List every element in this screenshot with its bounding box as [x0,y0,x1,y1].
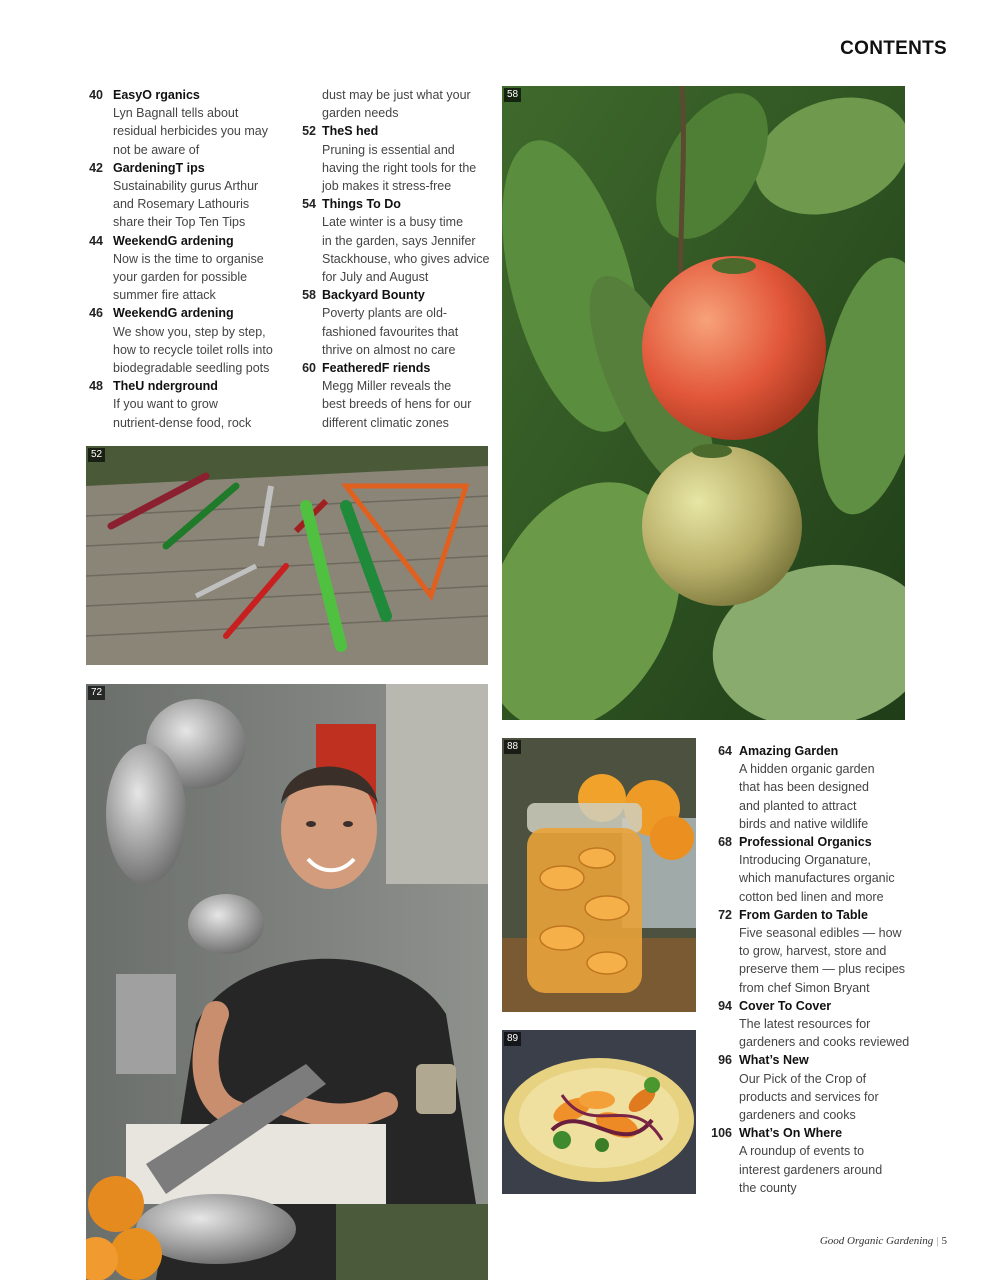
entry-description: different climatic zones [322,415,449,430]
entry-page-number: 64 [718,744,732,758]
photo-persimmons [502,86,905,720]
entry-description: and planted to attract [739,798,857,813]
entry-page-number: 40 [89,88,103,102]
toc-entry[interactable] [706,742,916,833]
toc-entry[interactable] [706,997,916,1052]
entry-title: Backyard Bounty [322,288,425,303]
page-heading: CONTENTS [840,38,947,59]
entry-description: share their Top Ten Tips [113,215,246,230]
entry-title: WeekendG ardening [113,233,234,248]
toc-entry[interactable] [706,1124,916,1197]
entry-description: to grow, harvest, store and [739,944,887,959]
entry-page-number: 68 [718,835,732,850]
entry-page-number: 72 [718,907,732,922]
page-footer [820,1235,947,1247]
preserved-oranges-illustration [502,738,696,1012]
photo-page-tag: 88 [504,740,521,754]
entry-description: Now is the time to organise [113,251,264,266]
page-number: 5 [941,1235,947,1247]
entry-title: Amazing Garden [739,744,839,758]
entry-description: your garden for possible [113,270,248,285]
entry-description: and Rosemary Lathouris [113,197,250,212]
entry-description-continued: dust may be just what your [322,88,471,102]
toc-entry[interactable] [706,1051,916,1124]
entry-page-number: 54 [302,197,316,212]
entry-title: Things To Do [322,197,401,212]
toc-entry[interactable] [86,86,286,159]
entry-title: From Garden to Table [739,907,868,922]
salad-illustration [502,1030,696,1194]
entry-description: Late winter is a busy time [322,215,464,230]
chef-illustration [86,684,488,1280]
entry-description: gardeners and cooks [739,1108,856,1123]
entry-description: Lyn Bagnall tells about [113,106,239,121]
entry-page-number: 44 [89,233,103,248]
entry-description: A hidden organic garden [739,762,875,777]
entry-description: the county [739,1180,797,1195]
entry-page-number: 42 [89,160,103,175]
entry-page-number: 60 [302,361,316,376]
entry-description: nutrient-dense food, rock [113,415,252,430]
toc-entry[interactable] [86,159,286,232]
toc-entry[interactable] [86,377,286,432]
photo-garden-tools [86,446,488,665]
photo-salad [502,1030,696,1194]
entry-description: summer fire attack [113,288,216,303]
entry-description: interest gardeners around [739,1162,883,1177]
footer-separator: | [936,1235,939,1247]
entry-title: TheU nderground [113,379,218,394]
entry-title: What’s New [739,1053,809,1068]
entry-page-number: 48 [89,379,103,394]
entry-description: Five seasonal edibles — how [739,926,902,941]
entry-description: Our Pick of the Crop of [739,1071,867,1086]
entry-title: Professional Organics [739,835,872,850]
entry-description: Pruning is essential and [322,142,455,157]
entry-description: for July and August [322,270,429,285]
entry-description: best breeds of hens for our [322,397,472,412]
entry-description: Stackhouse, who gives advice [322,251,490,266]
toc-entry[interactable] [294,286,494,359]
entry-description: birds and native wildlife [739,816,869,831]
toc-entry[interactable] [294,359,494,432]
photo-page-tag: 72 [88,686,105,700]
entry-title: FeatheredF riends [322,361,431,376]
toc-entry[interactable] [706,906,916,997]
photo-preserved-oranges [502,738,696,1012]
entry-title: GardeningT ips [113,160,205,175]
entry-description: from chef Simon Bryant [739,980,870,995]
entry-page-number: 96 [718,1053,732,1068]
entry-description: biodegradable seedling pots [113,361,270,376]
entry-description-continued: garden needs [322,106,399,121]
entry-description: residual herbicides you may [113,124,268,139]
entry-description: fashioned favourites that [322,324,459,339]
magazine-name: Good Organic Gardening [819,1235,934,1247]
entry-description: We show you, step by step, [113,324,266,339]
photo-page-tag: 58 [504,88,521,102]
entry-description: gardeners and cooks reviewed [739,1035,910,1050]
entry-title: TheS hed [322,124,379,139]
entry-description: which manufactures organic [739,871,895,886]
entry-description: preserve them — plus recipes [739,962,906,977]
entry-description: The latest resources for [739,1017,871,1032]
entry-description: If you want to grow [113,397,218,412]
entry-description: thrive on almost no care [322,342,456,357]
toc-entry[interactable] [294,122,494,195]
entry-description: in the garden, says Jennifer [322,233,476,248]
entry-description: that has been designed [739,780,869,795]
entry-page-number: 52 [302,124,316,139]
entry-page-number: 46 [89,306,103,321]
entry-description: A roundup of events to [739,1144,865,1159]
photo-page-tag: 89 [504,1032,521,1046]
toc-entry[interactable] [294,195,494,286]
contents-column-3 [706,742,916,1197]
photo-chef [86,684,488,1280]
entry-description: having the right tools for the [322,160,477,175]
entry-description: Sustainability gurus Arthur [113,179,259,194]
persimmons-illustration [502,86,905,720]
entry-title: WeekendG ardening [113,306,234,321]
entry-title: What’s On Where [739,1126,843,1141]
toc-entry[interactable] [706,833,916,906]
contents-column-1 [86,86,286,432]
entry-page-number: 58 [302,288,316,303]
toc-entry[interactable] [86,304,286,377]
entry-description: cotton bed linen and more [739,889,884,904]
contents-column-2 [294,86,494,432]
entry-description: Poverty plants are old- [322,306,448,321]
entry-page-number: 106 [711,1126,732,1141]
entry-description: Megg Miller reveals the [322,379,452,394]
entry-title: EasyO rganics [113,88,200,102]
entry-description: products and services for [739,1089,879,1104]
photo-page-tag: 52 [88,448,105,462]
toc-entry[interactable] [86,232,286,305]
garden-tools-illustration [86,446,488,665]
entry-description: how to recycle toilet rolls into [113,342,273,357]
entry-title: Cover To Cover [739,998,832,1013]
entry-description: job makes it stress-free [322,179,452,194]
entry-description: not be aware of [113,142,200,157]
entry-page-number: 94 [718,998,732,1013]
entry-description: Introducing Organature, [739,853,872,868]
